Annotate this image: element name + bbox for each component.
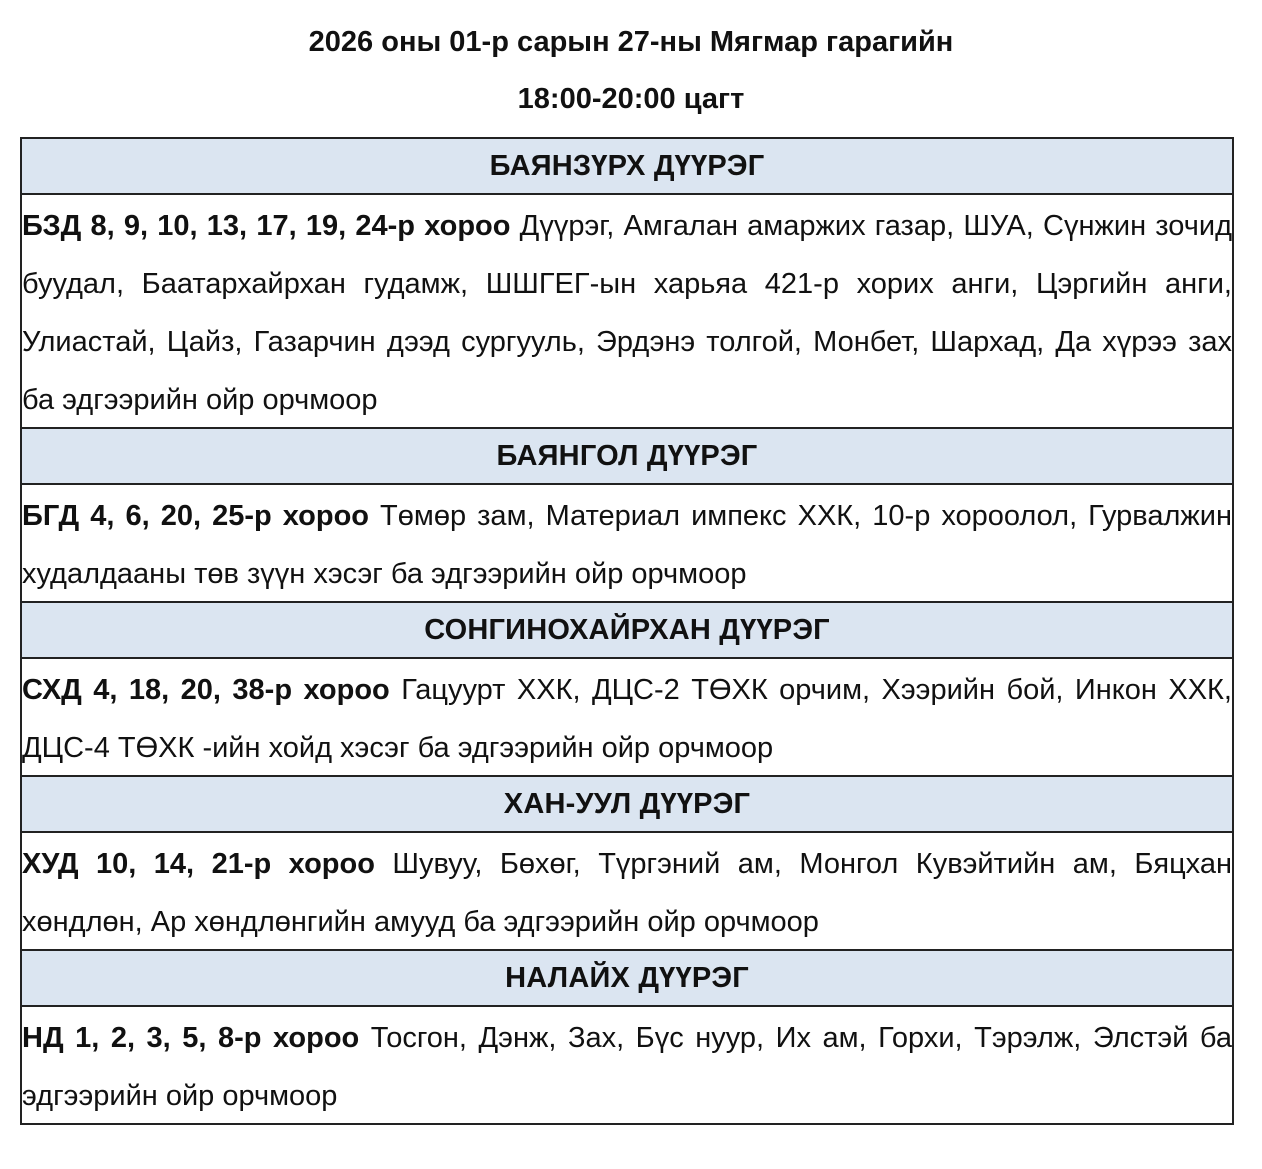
khoroo-codes: НД 1, 2, 3, 5, 8-р хороо (22, 1022, 360, 1054)
outage-schedule-table (20, 137, 1234, 1125)
district-details-text (22, 1007, 1232, 1123)
document-title-date: 2026 оны 01-р сарын 27-ны Мягмар гарагийн (308, 26, 954, 58)
district-details-row (21, 484, 1233, 602)
khoroo-codes: БГД 4, 6, 20, 25-р хороо (22, 500, 370, 532)
district-details-text (22, 659, 1232, 775)
district-header-row (21, 138, 1233, 194)
affected-places: Шувуу, Бөхөг, Түргэний ам, Монгол Кувэйтийн ам, Бяцхан хөндлөн, Ар хөндлөнгийн амууд ба эдгээрийн ойр орчмоор (22, 848, 1232, 938)
affected-places: Дүүрэг, Амгалан амаржих газар, ШУА, Сүнжин зочид буудал, Баатархайрхан гудамж, ШШГЕГ-ын харьяа 421-р хорих анги, Цэргийн анги, Улиастай, Цайз, Газарчин дээд сургууль, Эрдэнэ толгой, Монбет, Шархад, Да хүрээ зах ба эдгээрийн ойр орчмоор (22, 210, 1232, 416)
affected-places: Төмөр зам, Материал импекс ХХК, 10-р хороолол, Гурвалжин худалдааны төв зүүн хэсэг ба эдгээрийн ойр орчмоор (22, 500, 1232, 590)
district-details-row (21, 832, 1233, 950)
district-details-text (22, 485, 1232, 601)
khoroo-codes: ХУД 10, 14, 21-р хороо (22, 848, 375, 880)
district-details (21, 658, 1233, 776)
district-details-text (22, 195, 1232, 427)
district-name: СОНГИНОХАЙРХАН ДҮҮРЭГ (21, 602, 1233, 658)
district-name: БАЯНГОЛ ДҮҮРЭГ (21, 428, 1233, 484)
district-header-row (21, 602, 1233, 658)
district-details (21, 832, 1233, 950)
district-name: ХАН-УУЛ ДҮҮРЭГ (21, 776, 1233, 832)
district-details-row (21, 658, 1233, 776)
document-title-time: 18:00-20:00 цагт (517, 83, 745, 115)
district-details-row (21, 194, 1233, 428)
affected-places: Тосгон, Дэнж, Зах, Бүс нуур, Их ам, Горхи, Тэрэлж, Элстэй ба эдгээрийн ойр орчмоор (22, 1022, 1232, 1112)
khoroo-codes: СХД 4, 18, 20, 38-р хороо (22, 674, 390, 706)
khoroo-codes: БЗД 8, 9, 10, 13, 17, 19, 24-р хороо (22, 210, 511, 242)
district-details-row (21, 1006, 1233, 1124)
district-header-row (21, 950, 1233, 1006)
district-details (21, 194, 1233, 428)
affected-places: Гацуурт ХХК, ДЦС-2 ТӨХК орчим, Хээрийн бой, Инкон ХХК, ДЦС-4 ТӨХК -ийн хойд хэсэг ба эдгээрийн ойр орчмоор (22, 674, 1232, 764)
district-header-row (21, 776, 1233, 832)
district-details (21, 484, 1233, 602)
district-details (21, 1006, 1233, 1124)
district-name: БАЯНЗҮРХ ДҮҮРЭГ (21, 138, 1233, 194)
district-details-text (22, 833, 1232, 949)
district-header-row (21, 428, 1233, 484)
district-name: НАЛАЙХ ДҮҮРЭГ (21, 950, 1233, 1006)
